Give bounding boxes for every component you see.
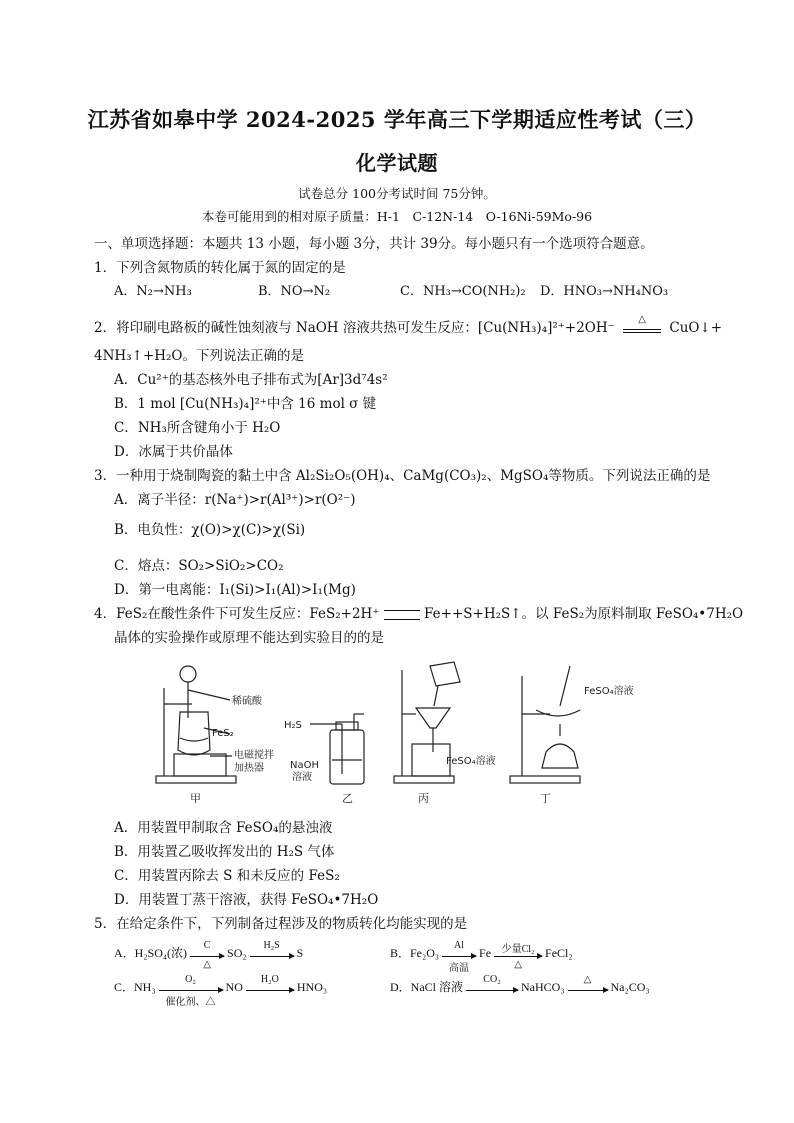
label-bing-solution: FeSO₄溶液 <box>446 756 496 767</box>
apparatus-figure <box>150 656 650 806</box>
apparatus-jia <box>156 666 236 783</box>
arrow: CO₂ <box>466 986 518 991</box>
equals-sign <box>384 610 420 620</box>
q1-option-b: B．NO→N₂ <box>258 284 331 299</box>
q1-option-a: A．N₂→NH₃ <box>114 284 192 299</box>
apparatus-yi <box>310 714 364 784</box>
q4-stem-line1 <box>94 602 743 622</box>
q2-option-a: A．Cu²⁺的基态核外电子排布式为[Ar]3d⁷4s² <box>114 372 388 388</box>
label-dilute-acid: 稀硫酸 <box>232 696 262 707</box>
label-h2s: H₂S <box>284 720 302 731</box>
q1-stem: 1．下列含氮物质的转化属于氮的固定的是 <box>94 260 346 276</box>
section-heading: 一、单项选择题：本题共 13 小题，每小题 3分，共计 39分。每小题只有一个选项符合题意。 <box>94 236 654 252</box>
q1-option-c: C．NH₃→CO(NH₂)₂ <box>400 284 526 299</box>
caption-ding: 丁 <box>540 792 551 805</box>
q4-option-c: C．用装置丙除去 S 和未反应的 FeS₂ <box>114 868 340 884</box>
q2-stem-b: CuO↓+ <box>669 320 723 336</box>
heat-icon: △ <box>638 313 646 325</box>
subject-title: 化学试题 <box>356 151 438 175</box>
q1-option-d: D．HNO₃→NH₄NO₃ <box>540 284 669 299</box>
arrow: O₂ 催化剂、△ <box>159 986 223 991</box>
q2-option-b: B．1 mol [Cu(NH₃)₄]²⁺中含 16 mol σ 键 <box>114 396 377 412</box>
q3-option-b: B．电负性：χ(O)>χ(C)>χ(Si) <box>114 522 306 538</box>
caption-bing: 丙 <box>418 792 429 805</box>
heat-condition-symbol <box>619 313 665 336</box>
exam-info: 试卷总分 100分考试时间 75分钟。 <box>298 186 496 201</box>
q4-option-b: B．用装置乙吸收挥发出的 H₂S 气体 <box>114 844 335 860</box>
q5-option-a: A．H₂SO₄(浓) C △ SO₂ H₂S S <box>114 939 304 970</box>
caption-jia: 甲 <box>190 792 201 805</box>
arrow: Al 高温 <box>442 952 476 957</box>
q2-option-c: C．NH₃所含键角小于 H₂O <box>114 420 281 436</box>
q4-option-d: D．用装置丁蒸干溶液，获得 FeSO₄•7H₂O <box>114 892 379 908</box>
q4-stem-c: 晶体的实验操作或原理不能达到实验目的的是 <box>114 630 384 646</box>
q4-option-a: A．用装置甲制取含 FeSO₄的悬浊液 <box>114 820 333 836</box>
caption-yi: 乙 <box>342 792 353 805</box>
q2-stem-line1 <box>94 313 723 336</box>
exam-title: 江苏省如皋中学 2024-2025 学年高三下学期适应性考试（三） <box>87 107 707 132</box>
arrow: H₂O <box>246 986 294 991</box>
q1-options <box>114 280 668 299</box>
arrow: C △ <box>190 952 224 957</box>
arrow: 少量Cl₂ △ <box>494 952 542 957</box>
q2-stem-c: 4NH₃↑+H₂O。下列说法正确的是 <box>94 348 304 364</box>
q5-option-d: D．NaCl 溶液 CO₂ NaHCO₃ △ Na₂CO₃ <box>390 973 650 994</box>
q3-option-d: D．第一电离能：I₁(Si)>I₁(Al)>I₁(Mg) <box>114 582 356 598</box>
q5-option-c: C．NH₃ O₂ 催化剂、△ NO H₂O HNO₃ <box>114 973 328 1008</box>
q4-stem-a: 4．FeS₂在酸性条件下可发生反应：FeS₂+2H⁺ <box>94 606 380 622</box>
q2-option-d: D．冰属于共价晶体 <box>114 444 233 460</box>
q3-option-c: C．熔点：SO₂>SiO₂>CO₂ <box>114 558 284 574</box>
q2-stem-a: 2．将印刷电路板的碱性蚀刻液与 NaOH 溶液共热可发生反应：[Cu(NH₃)₄]²⁺+2OH⁻ <box>94 320 615 336</box>
label-stirrer-1: 电磁搅拌 <box>234 750 274 761</box>
atomic-mass-line: 本卷可能用到的相对原子质量：H-1 C-12N-14 O-16Ni-59Mo-96 <box>201 209 593 224</box>
arrow: △ <box>568 986 608 991</box>
q5-option-b: B．Fe₂O₃ Al 高温 Fe 少量Cl₂ △ FeCl₂ <box>390 939 573 974</box>
apparatus-ding <box>510 666 580 783</box>
label-naoh-solution: 溶液 <box>292 772 312 783</box>
label-ding-solution: FeSO₄溶液 <box>584 686 634 697</box>
arrow: H₂S <box>250 952 294 957</box>
q3-option-a: A．离子半径：r(Na⁺)>r(Al³⁺)>r(O²⁻) <box>114 492 356 508</box>
q5-stem: 5．在给定条件下，下列制备过程涉及的物质转化均能实现的是 <box>94 916 468 932</box>
q3-stem: 3．一种用于烧制陶瓷的黏土中含 Al₂Si₂O₅(OH)₄、CaMg(CO₃)₂、MgSO₄等物质。下列说法正确的是 <box>94 468 711 484</box>
label-fes2: FeS₂ <box>212 728 234 739</box>
q4-stem-b: Fe++S+H₂S↑。以 FeS₂为原料制取 FeSO₄•7H₂O <box>424 606 744 622</box>
label-naoh: NaOH <box>290 760 319 771</box>
label-stirrer-2: 加热器 <box>234 763 264 774</box>
